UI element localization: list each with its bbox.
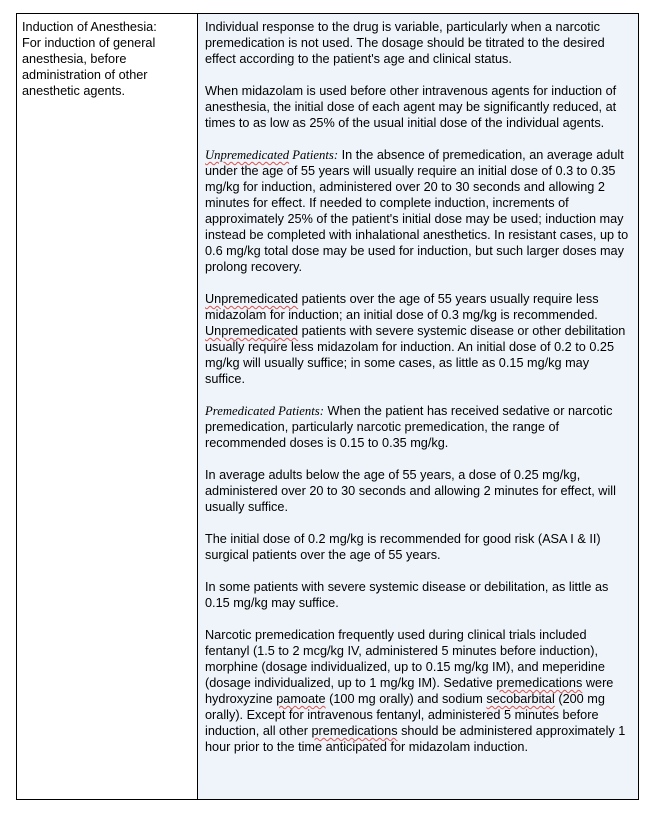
indication-title: Induction of Anesthesia: [22,20,157,34]
spell-word: Unpremedicated [205,292,299,306]
paragraph-over-55 [205,291,632,387]
dosage-table [16,13,639,800]
premedicated-heading: Premedicated Patients: [205,404,324,418]
indication-text [22,19,193,99]
spell-word: premedications [311,724,398,738]
paragraph-response: Individual response to the drug is variable, particularly when a narcotic premedication is not used. The dosage should be titrated to the desired effect according to the patient's age and clinical status. [205,20,605,66]
paragraph-text: patients with severe systemic disease or other debilitation usually require less midazolam for induction. An initial dose of 0.2 to 0.25 mg/kg will usually suffice; in some cases, as little as 0.15 mg/kg may suffice. [205,324,626,386]
spell-word: Unpremedicated [205,324,299,338]
spell-word: secobarbital [486,692,555,706]
unpremedicated-heading [205,148,338,162]
paragraph-text: When the patient has received sedative or narcotic premedication, particularly narcotic premedication, the range of recommended doses is 0.15 to 0.35 mg/kg. [205,404,613,450]
heading-suffix: Patients: [289,148,339,162]
paragraph-unpremedicated [205,147,632,275]
paragraph-premedicated [205,403,632,451]
paragraph-reduction: When midazolam is used before other intravenous agents for induction of anesthesia, the initial dose of each agent may be significantly reduced, at times to as low as 25% of the usual initial dose of the individual agents. [205,84,617,130]
spell-word: Unpremedicated [205,148,290,162]
paragraph-text: (100 mg orally) and sodium [325,692,487,706]
dosage-cell [198,14,639,800]
paragraph-debilitation: In some patients with severe systemic disease or debilitation, as little as 0.15 mg/kg may suffice. [205,580,609,610]
spell-word: pamoate [276,692,326,706]
spell-word: premedications [496,676,583,690]
paragraph-below-55: In average adults below the age of 55 years, a dose of 0.25 mg/kg, administered over 20 to 30 seconds and allowing 2 minutes for effect, will usually suffice. [205,468,616,514]
table-row [17,14,639,800]
paragraph-text: In the absence of premedication, an average adult under the age of 55 years will usually require an initial dose of 0.3 to 0.35 mg/kg for induction, administered over 20 to 30 seconds and allowing 2 minutes for effect. If needed to complete induction, increments of approximately 25% of the patient's initial dose may be used; induction may instead be completed with inhalational anesthetics. In resistant cases, up to 0.6 mg/kg total dose may be used for induction, but such larger doses may prolong recovery. [205,148,629,274]
paragraph-text: were hydroxyzine [205,676,614,706]
paragraph-text: (200 mg orally). Except for intravenous fentanyl, administered 5 minutes before induction, all other [205,692,605,738]
paragraph-text: should be administered approximately 1 hour prior to the time anticipated for midazolam induction. [205,724,626,754]
paragraph-asa: The initial dose of 0.2 mg/kg is recommended for good risk (ASA I & II) surgical patients over the age of 55 years. [205,532,601,562]
paragraph-text: patients over the age of 55 years usually require less midazolam for induction; an initial dose of 0.3 mg/kg is recommended. [205,292,599,322]
paragraph-text: Narcotic premedication frequently used during clinical trials included fentanyl (1.5 to 2 mcg/kg IV, administered 5 minutes before induction), morphine (dosage individualized, up to 0.15 mg/kg IM), and meperidine (dosage individualized, up to 1 mg/kg IM). Sedative [205,628,605,690]
paragraph-narcotic [205,627,632,755]
indication-cell [17,14,198,800]
indication-description: For induction of general anesthesia, before administration of other anesthetic agents. [22,36,156,98]
